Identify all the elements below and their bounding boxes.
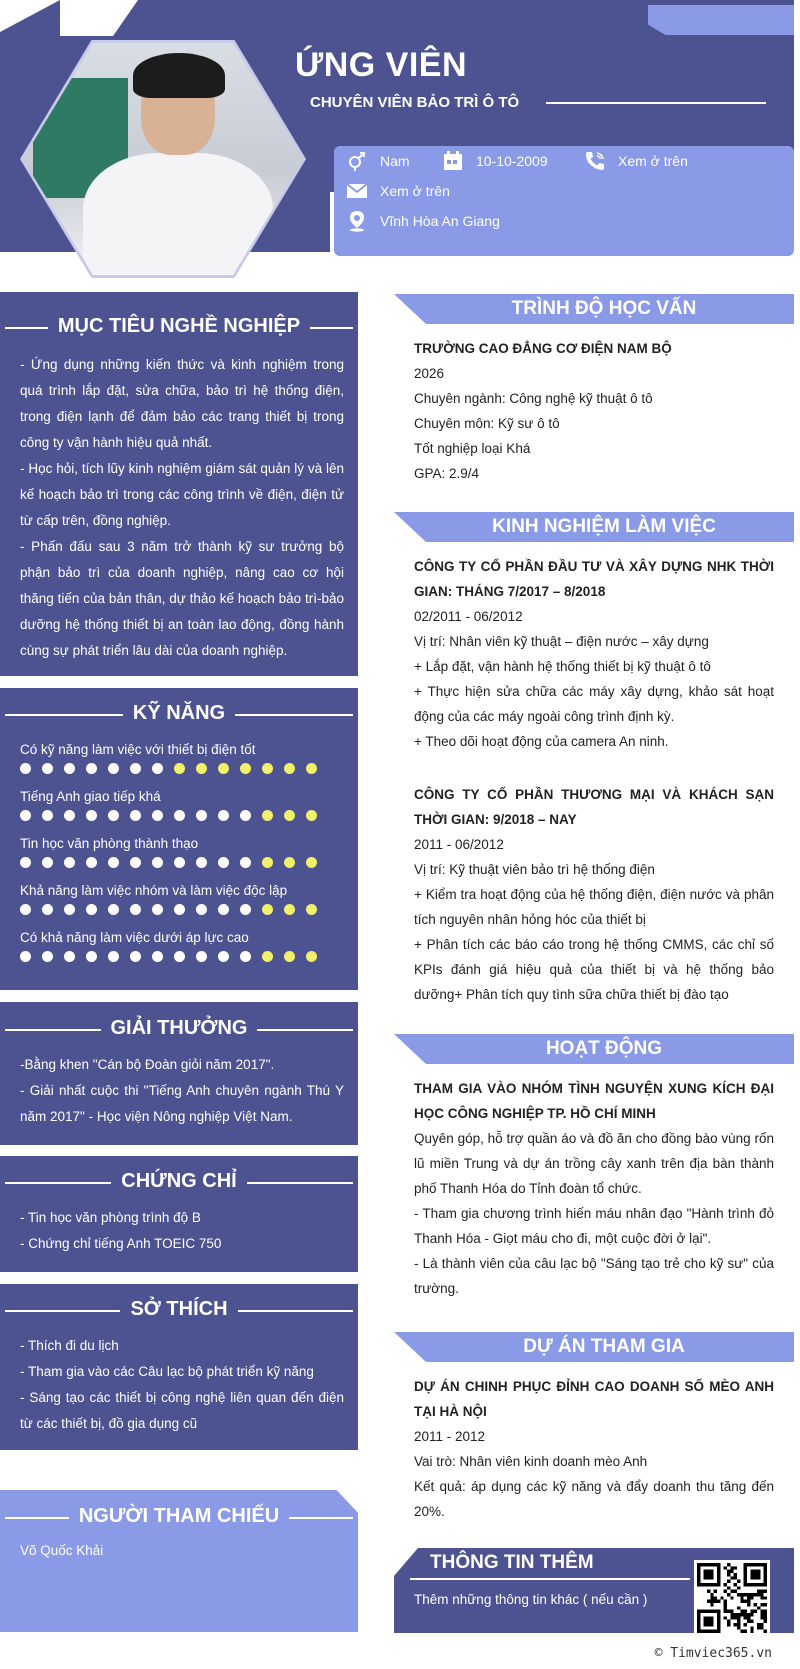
skill-dot bbox=[218, 763, 229, 774]
skill-dot bbox=[20, 857, 31, 868]
candidate-role: CHUYÊN VIÊN BẢO TRÌ Ô TÔ bbox=[310, 94, 520, 111]
references-text: Võ Quốc Khải bbox=[20, 1543, 104, 1558]
email-value: Xem ở trên bbox=[380, 183, 450, 199]
skill-dot bbox=[196, 951, 207, 962]
skill-dot bbox=[196, 904, 207, 915]
skill-dot bbox=[284, 904, 295, 915]
skills-heading: KỸ NĂNG bbox=[0, 702, 358, 725]
skill-dot bbox=[284, 763, 295, 774]
skill-dot bbox=[108, 810, 119, 821]
skill-dot bbox=[64, 951, 75, 962]
education-heading: TRÌNH ĐỘ HỌC VẤN bbox=[511, 298, 697, 319]
phone-value: Xem ở trên bbox=[618, 153, 688, 169]
skill-dot bbox=[108, 904, 119, 915]
job-period: 2011 - 06/2012 bbox=[414, 837, 504, 852]
skill-dot bbox=[152, 763, 163, 774]
job-period: 02/2011 - 06/2012 bbox=[414, 609, 523, 624]
skill-dot bbox=[108, 951, 119, 962]
skill-dot bbox=[218, 810, 229, 821]
skill-dot bbox=[196, 810, 207, 821]
education-gpa: GPA: 2.9/4 bbox=[414, 466, 480, 481]
awards-text: -Bằng khen "Cán bộ Đoàn giỏi năm 2017". - Giải nhất cuộc thi "Tiếng Anh chuyên ngành Thú Y năm 2017" - Học viện Nông nghiệp Việt Nam. bbox=[20, 1057, 344, 1124]
skill-dot bbox=[152, 904, 163, 915]
skill-rating bbox=[20, 951, 328, 962]
skill-rating bbox=[20, 904, 328, 915]
calendar-icon bbox=[440, 150, 466, 172]
education-year: 2026 bbox=[414, 366, 445, 381]
gender-value: Nam bbox=[380, 153, 410, 169]
skill-dot bbox=[86, 857, 97, 868]
qr-code-icon bbox=[694, 1560, 770, 1636]
education-school: TRƯỜNG CAO ĐẲNG CƠ ĐIỆN NAM BỘ bbox=[414, 341, 672, 356]
project-period: 2011 - 2012 bbox=[414, 1429, 486, 1444]
projects-content bbox=[414, 1374, 774, 1524]
dob-value: 10-10-2009 bbox=[476, 153, 548, 169]
skill-label: Khả năng làm việc nhóm và làm việc độc lập bbox=[20, 883, 288, 898]
skill-dot bbox=[130, 810, 141, 821]
skill-rating bbox=[20, 810, 328, 821]
skill-dot bbox=[262, 810, 273, 821]
project-role: Vai trò: Nhân viên kinh doanh mèo Anh bbox=[414, 1454, 648, 1469]
skill-dot bbox=[174, 810, 185, 821]
skill-dot bbox=[64, 763, 75, 774]
skill-dot bbox=[130, 763, 141, 774]
skill-dot bbox=[20, 810, 31, 821]
skill-dot bbox=[42, 857, 53, 868]
skill-dot bbox=[86, 951, 97, 962]
skill-dot bbox=[218, 857, 229, 868]
skill-dot bbox=[86, 810, 97, 821]
job-details: Vị trí: Nhân viên kỹ thuật – điện nước – xây dựng + Lắp đặt, vận hành hệ thống thiết bị kỹ thuật ô tô + Thực hiện sửa chữa các máy xây dựng, khảo sát hoạt động của các máy ngoài công trình định kỳ. + Theo dõi hoạt động của camera An ninh. bbox=[414, 634, 774, 749]
skill-dot bbox=[262, 857, 273, 868]
location-pin-icon bbox=[344, 210, 370, 232]
experience-job-1 bbox=[414, 554, 774, 754]
extra-info-heading: THÔNG TIN THÊM bbox=[430, 1552, 594, 1573]
references-heading: NGƯỜI THAM CHIẾU bbox=[0, 1505, 358, 1528]
skill-dot bbox=[130, 857, 141, 868]
hobbies-heading: SỞ THÍCH bbox=[0, 1298, 358, 1321]
skill-dot bbox=[42, 951, 53, 962]
activities-org: THAM GIA VÀO NHÓM TÌNH NGUYỆN XUNG KÍCH ĐẠI HỌC CÔNG NGHIỆP TP. HỒ CHÍ MINH bbox=[414, 1081, 774, 1121]
skill-dot bbox=[174, 951, 185, 962]
skill-dot bbox=[240, 857, 251, 868]
objective-text: - Ứng dụng những kiến thức và kinh nghiệm trong quá trình lắp đặt, sửa chữa, bảo trì hệ thống điện, trong điện lạnh để đảm bảo các trang thiết bị trong công ty vận hành hiệu quả nhất. - Học hỏi, tích lũy kinh nghiệm giám sát quản lý và lên kế hoạch bảo trì trong các công trình về điện, điện tử từ cấp trên, đồng nghiệp. - Phấn đấu sau 3 năm trở thành kỹ sư trưởng bộ phận bảo trì của doanh nghiệp, nâng cao cơ hội thăng tiến của bản thân, dự thảo kế hoạch bảo trì-bảo dưỡng hệ thống thiết bị an toàn lao động, đồng hành cùng sự phát triển lâu dài của doanh nghiệp. bbox=[20, 357, 344, 658]
skill-dot bbox=[262, 951, 273, 962]
skill-dot bbox=[152, 810, 163, 821]
experience-heading: KINH NGHIỆM LÀM VIỆC bbox=[492, 516, 716, 537]
header-decor bbox=[0, 0, 60, 32]
job-company: CÔNG TY CỔ PHẦN THƯƠNG MẠI VÀ KHÁCH SẠN THỜI GIAN: 9/2018 – NAY bbox=[414, 787, 774, 827]
skill-dot bbox=[306, 857, 317, 868]
skill-dot bbox=[86, 904, 97, 915]
skill-dot bbox=[306, 951, 317, 962]
skill-dot bbox=[262, 904, 273, 915]
skill-dot bbox=[240, 810, 251, 821]
skill-dot bbox=[218, 904, 229, 915]
contact-gender bbox=[344, 150, 410, 172]
job-company: CÔNG TY CỔ PHẦN ĐẦU TƯ VÀ XÂY DỰNG NHK THỜI GIAN: THÁNG 7/2017 – 8/2018 bbox=[414, 559, 774, 599]
skill-dot bbox=[108, 763, 119, 774]
skill-dot bbox=[306, 763, 317, 774]
skill-dot bbox=[152, 951, 163, 962]
skill-dot bbox=[284, 857, 295, 868]
skill-label: Tin học văn phòng thành thạo bbox=[20, 836, 199, 851]
skill-dot bbox=[174, 763, 185, 774]
phone-icon bbox=[582, 150, 608, 172]
skill-dot bbox=[262, 763, 273, 774]
role-divider bbox=[546, 102, 766, 104]
certificates-heading: CHỨNG CHỈ bbox=[0, 1170, 358, 1193]
education-content bbox=[414, 336, 774, 486]
activities-details: Quyên góp, hỗ trợ quần áo và đồ ăn cho đồng bào vùng rốn lũ miền Trung và dự án trồng cây xanh trên địa bàn thành phố Thanh Hóa do Tỉnh đoàn tổ chức. - Tham gia chương trình hiến máu nhân đạo "Hành trình đỏ Thanh Hóa - Giọt máu cho đi, một cuộc đời ở lại". - Là thành viên của câu lạc bộ "Sáng tạo trẻ cho kỹ sư" của trường. bbox=[414, 1131, 774, 1296]
education-grade: Tốt nghiệp loại Khá bbox=[414, 441, 531, 456]
skill-dot bbox=[20, 951, 31, 962]
skill-dot bbox=[130, 904, 141, 915]
envelope-icon bbox=[344, 180, 370, 202]
header-corner-decor bbox=[648, 5, 794, 35]
skill-dot bbox=[42, 763, 53, 774]
skill-dot bbox=[42, 810, 53, 821]
skill-dot bbox=[152, 857, 163, 868]
hobbies-text: - Thích đi du lịch - Tham gia vào các Câu lạc bộ phát triển kỹ năng - Sáng tạo các thiết bị công nghệ liên quan đến điện từ các thiết bị, đồ gia dụng cũ bbox=[20, 1338, 344, 1431]
skill-dot bbox=[196, 763, 207, 774]
skill-label: Có kỹ năng làm việc với thiết bị điện tốt bbox=[20, 742, 256, 757]
candidate-name: ỨNG VIÊN bbox=[295, 46, 468, 84]
project-name: DỰ ÁN CHINH PHỤC ĐỈNH CAO DOANH SỐ MÈO ANH TẠI HÀ NỘI bbox=[414, 1379, 774, 1419]
certificates-text: - Tin học văn phòng trình độ B - Chứng chỉ tiếng Anh TOEIC 750 bbox=[20, 1210, 222, 1251]
awards-heading: GIẢI THƯỞNG bbox=[0, 1017, 358, 1040]
skill-label: Có khả năng làm việc dưới áp lực cao bbox=[20, 930, 249, 945]
skill-dot bbox=[64, 904, 75, 915]
activities-heading: HOẠT ĐỘNG bbox=[545, 1038, 663, 1059]
project-result: Kết quả: áp dụng các kỹ năng và đẩy doanh thu tăng đến 20%. bbox=[414, 1479, 774, 1519]
contact-email bbox=[344, 180, 450, 202]
activities-content bbox=[414, 1076, 774, 1301]
skill-dot bbox=[20, 763, 31, 774]
skill-dot bbox=[306, 810, 317, 821]
skill-dot bbox=[240, 951, 251, 962]
objective-heading: MỤC TIÊU NGHỀ NGHIỆP bbox=[0, 315, 358, 338]
skill-dot bbox=[64, 810, 75, 821]
projects-heading: DỰ ÁN THAM GIA bbox=[523, 1336, 685, 1357]
skill-dot bbox=[108, 857, 119, 868]
skill-dot bbox=[86, 763, 97, 774]
extra-info-text: Thêm những thông tin khác ( nếu cần ) bbox=[414, 1592, 648, 1607]
contact-dob bbox=[440, 150, 548, 172]
gender-icon bbox=[344, 150, 370, 172]
skill-label: Tiếng Anh giao tiếp khá bbox=[20, 789, 161, 804]
skill-dot bbox=[42, 904, 53, 915]
contact-phone bbox=[582, 150, 688, 172]
footer-watermark: © Timviec365.vn bbox=[654, 1646, 772, 1661]
job-details: Vị trí: Kỹ thuật viên bảo trì hệ thống điện + Kiểm tra hoạt động của hệ thống điện, điện nước và phân tích nguyên nhân hỏng hóc của thiết bị + Phân tích các báo cáo trong hệ thống CMMS, các chỉ số KPIs đánh giá hiệu quả của thiết bị và hệ thống bảo dưỡng+ Phân tích quy tình sữa chữa thiết bị đào tạo bbox=[414, 862, 774, 1002]
extra-info-decor bbox=[394, 1548, 418, 1576]
skill-dot bbox=[218, 951, 229, 962]
skill-dot bbox=[240, 763, 251, 774]
address-value: Vĩnh Hòa An Giang bbox=[380, 213, 500, 229]
skill-dot bbox=[284, 951, 295, 962]
skill-dot bbox=[306, 904, 317, 915]
skill-rating bbox=[20, 857, 328, 868]
skill-dot bbox=[284, 810, 295, 821]
skill-rating bbox=[20, 763, 328, 774]
skill-dot bbox=[174, 904, 185, 915]
education-major: Chuyên ngành: Công nghệ kỹ thuật ô tô bbox=[414, 391, 653, 406]
education-specialty: Chuyên môn: Kỹ sư ô tô bbox=[414, 416, 560, 431]
skill-dot bbox=[196, 857, 207, 868]
skill-dot bbox=[64, 857, 75, 868]
contact-address bbox=[344, 210, 500, 232]
extra-info-divider bbox=[410, 1578, 690, 1580]
skill-dot bbox=[174, 857, 185, 868]
experience-job-2 bbox=[414, 782, 774, 1007]
skill-dot bbox=[20, 904, 31, 915]
skill-dot bbox=[240, 904, 251, 915]
skill-dot bbox=[130, 951, 141, 962]
